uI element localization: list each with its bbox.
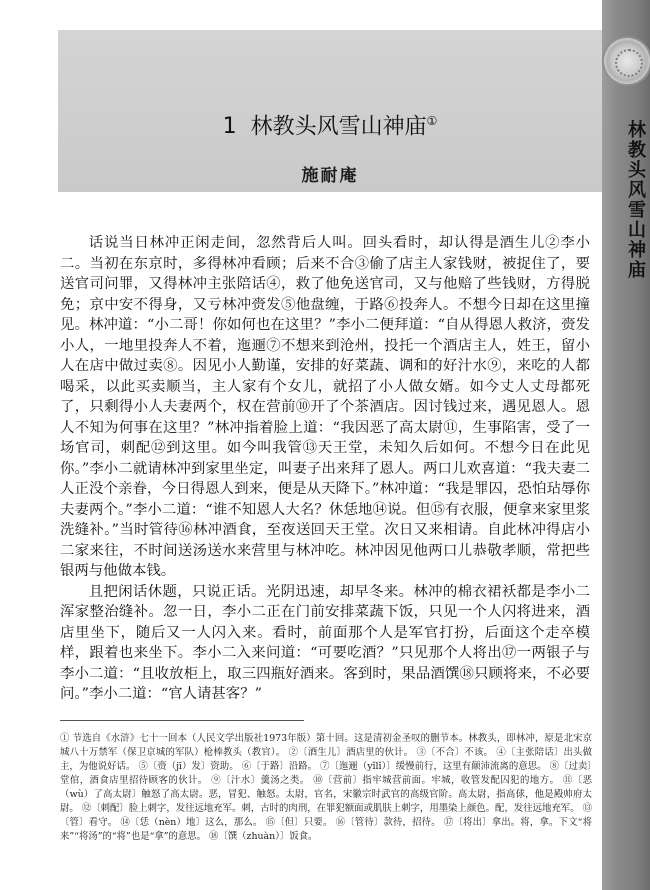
footnote: ⑯〔管待〕款待，招待。 (335, 817, 441, 828)
footnotes (60, 732, 592, 844)
paragraph: 且把闲话休题，只说正话。光阴迅速，却早冬来。林冲的棉衣裙袄都是李小二浑家整治缝补。忽一日，李小二正在门前安排菜蔬下饭，只见一个人闪将进来，酒店里坐下，随后又一人闪入来。看时，前面那个人是军官打扮，后面这个走卒模样，跟着也来坐下。李小二入来问道：“可要吃酒？”只见那个人将出⑰一两银子与李小二道：“且收放柜上，取三四瓶好酒来。客到时，果品酒馔⑱只顾将来，不必要问。”李小二道：“官人请甚客？” (60, 583, 590, 702)
footnote: ⑤〔赍（jī）发〕资助。 (138, 761, 239, 772)
footnote: ⑨〔汁水〕羹汤之类。 (211, 775, 310, 786)
footnote: ⑥〔于路〕沿路。 (241, 761, 318, 772)
footnote: ⑩〔营前〕指牢城营前面。牢城，收管发配囚犯的地方。 (313, 775, 560, 786)
main-text (60, 233, 590, 705)
title-banner (58, 30, 602, 192)
footnote: ⑰〔将出〕拿出。将，拿。下文“将来”“将汤”的“将”也是“拿”的意思。 (60, 817, 593, 842)
footnote: ⑦〔迤逦（yǐlǐ）〕缓慢前行，这里有颠沛流离的意思。 (320, 761, 547, 772)
title-footnote-marker: ① (426, 114, 438, 128)
footnote: ⑬〔管〕看守。 (60, 803, 592, 828)
author-name: 施耐庵 (301, 166, 359, 186)
footnote: ⑫〔刺配〕脸上刺字，发往远地充军。刺，古时的肉刑，在罪犯额面或肌肤上刺字，用墨染上颜色。配，发往远地充军。 (81, 803, 580, 814)
footnote: ① 节选自《水浒》七十一回本（人民文学出版社1973年版）第十回。这是清初金圣叹的删节本。林教头，即林冲，原是北宋京城八十万禁军（保卫京城的军队）枪棒教头（教官）。 (60, 733, 592, 758)
chapter-title (58, 108, 602, 140)
footnote: ⑧〔过卖〕堂倌，酒食店里招待顾客的伙计。 (60, 761, 592, 786)
footnote: ④〔主张陪话〕出头做主，为他说好话。 (60, 747, 592, 772)
footnote-divider (60, 720, 304, 721)
side-tab-label: 林教头风雪山神庙 (625, 120, 646, 280)
footnote: ⑮〔但〕只要。 (265, 817, 333, 828)
chapter-number: 1 (222, 114, 237, 140)
footnote: ②〔酒生儿〕酒店里的伙计。 (288, 747, 414, 758)
footnote: ③〔不合〕不该。 (416, 747, 494, 758)
paragraph: 话说当日林冲正闲走间，忽然背后人叫。回头看时，却认得是酒生儿②李小二。当初在东京时，多得林冲看顾；后来不合③偷了店主人家钱财，被捉住了，要送官司问罪，又得林冲主张陪话④，救了他免送官司，又与他赔了些钱财，方得脱免；京中安不得身，又亏林冲赍发⑤他盘缠，于路⑥投奔人。不想今日却在这里撞见。林冲道：“小二哥！你如何也在这里？”李小二便拜道：“自从得恩人救济，赍发小人，一地里投奔人不着，迤逦⑦不想来到沧州，投托一个酒店主人，姓王，留小人在店中做过卖⑧。因见小人勤谨，安排的好菜蔬、调和的好汁水⑨，来吃的人都喝采，以此买卖顺当，主人家有个女儿，就招了小人做女婿。如今丈人丈母都死了，只剩得小人夫妻两个，权在营前⑩开了个茶酒店。因讨钱过来，遇见恩人。恩人不知为何事在这里？”林冲指着脸上道：“我因恶了高太尉⑪，生事陷害，受了一场官司，刺配⑫到这里。如今叫我管⑬天王堂，未知久后如何。不想今日在此见你。”李小二就请林冲到家里坐定，叫妻子出来拜了恩人。两口儿欢喜道：“我夫妻二人正没个亲眷，今日得恩人到来，便是从天降下。”林冲道：“我是罪囚，恐怕玷辱你夫妻两个。”李小二道：“谁不知恩人大名？休恁地⑭说。但⑮有衣服，便拿来家里浆洗缝补。”当时管待⑯林冲酒食，至夜送回天王堂。次日又来相请。自此林冲得店小二家来往，不时间送汤送水来营里与林冲吃。林冲因见他两口儿恭敬孝顺，常把些银两与他做本钱。 (60, 235, 590, 579)
footnote: ⑭〔恁（nèn）地〕这么，那么。 (120, 817, 263, 828)
footnote: ⑱〔馔（zhuàn）〕饭食。 (209, 831, 318, 842)
footnote: ⑪〔恶（wù）了高太尉〕触怒了高太尉。恶，冒犯、触怒。太尉，官名，宋徽宗时武官的高级官阶。高太尉，指高俅，他是殿帅府太尉。 (60, 775, 592, 814)
emblem-icon (604, 38, 650, 84)
chapter-title-text: 林教头风雪山神庙 (250, 114, 427, 140)
